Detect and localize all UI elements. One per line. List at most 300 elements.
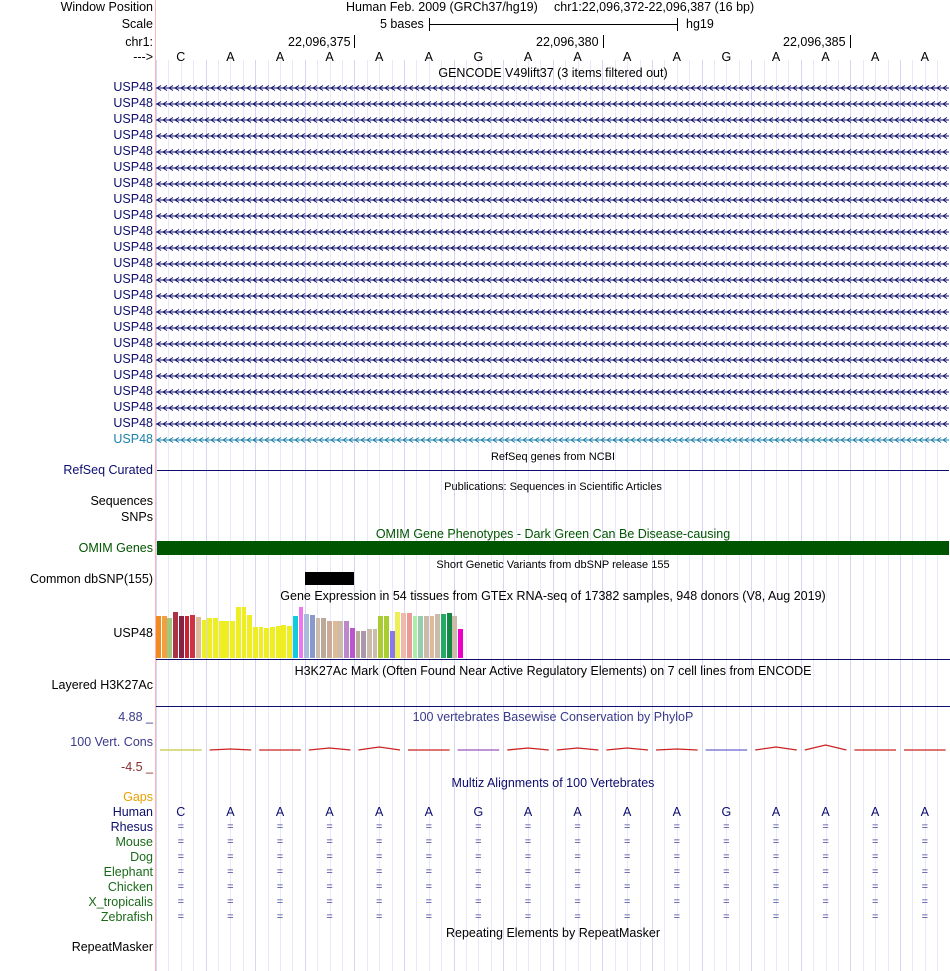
sequence-base: G bbox=[721, 50, 732, 64]
gtex-tissue-bar[interactable] bbox=[452, 616, 457, 658]
gtex-tissue-bar[interactable] bbox=[167, 618, 172, 658]
multiz-human-base: A bbox=[375, 805, 384, 819]
gtex-tissue-bar[interactable] bbox=[173, 612, 178, 658]
gtex-tissue-bar[interactable] bbox=[356, 631, 361, 658]
sequence-base: A bbox=[821, 50, 830, 64]
multiz-match-symbol: = bbox=[871, 896, 879, 908]
multiz-match-symbol: = bbox=[375, 881, 383, 893]
multiz-match-symbol: = bbox=[574, 851, 581, 863]
gencode-transcript-label[interactable]: USP48 bbox=[113, 416, 153, 430]
gtex-tissue-bar[interactable] bbox=[407, 613, 412, 658]
multiz-match-symbol: = bbox=[623, 851, 631, 863]
gtex-tissue-bar[interactable] bbox=[185, 616, 190, 658]
gtex-tissue-bar[interactable] bbox=[316, 618, 321, 658]
gtex-tissue-bar[interactable] bbox=[242, 607, 247, 658]
multiz-human-base: A bbox=[226, 805, 235, 819]
multiz-human-base: A bbox=[275, 805, 285, 819]
scale-label: Scale bbox=[121, 17, 153, 31]
conservation-ymax: 4.88 _ bbox=[118, 710, 153, 724]
gencode-transcript-label[interactable]: USP48 bbox=[113, 160, 153, 174]
multiz-match-symbol: = bbox=[623, 911, 631, 923]
conservation-segment bbox=[507, 748, 549, 750]
multiz-gaps-label: Gaps bbox=[123, 790, 153, 804]
multiz-match-symbol: = bbox=[326, 881, 333, 893]
gtex-tissue-bar[interactable] bbox=[424, 616, 429, 658]
gtex-tissue-bar[interactable] bbox=[179, 616, 184, 658]
multiz-match-symbol: = bbox=[326, 851, 333, 863]
gtex-tissue-bar[interactable] bbox=[236, 607, 241, 658]
scale-bar-right-tick bbox=[677, 18, 678, 31]
gencode-transcript-strand[interactable] bbox=[156, 100, 949, 108]
multiz-human-base: A bbox=[573, 805, 582, 819]
multiz-match-symbol: = bbox=[574, 881, 581, 893]
multiz-match-symbol: = bbox=[475, 881, 482, 893]
gtex-tissue-bar[interactable] bbox=[458, 629, 463, 658]
gtex-tissue-bar[interactable] bbox=[219, 621, 224, 658]
gencode-transcript-strand[interactable] bbox=[156, 180, 949, 188]
multiz-match-symbol: = bbox=[227, 911, 234, 923]
multiz-human-base: G bbox=[721, 805, 732, 819]
multiz-match-symbol: = bbox=[822, 881, 829, 893]
gencode-transcript-label[interactable]: USP48 bbox=[113, 272, 153, 286]
multiz-species-label[interactable]: Chicken bbox=[107, 880, 153, 894]
multiz-match-symbol: = bbox=[524, 866, 532, 878]
multiz-match-symbol: = bbox=[276, 881, 284, 893]
ruler-tick bbox=[603, 35, 604, 48]
multiz-match-symbol: = bbox=[623, 821, 631, 833]
multiz-match-symbol: = bbox=[772, 911, 780, 923]
gtex-tissue-bar[interactable] bbox=[447, 613, 452, 658]
multiz-match-symbol: = bbox=[276, 866, 284, 878]
gencode-transcript-strand[interactable] bbox=[156, 436, 949, 444]
ruler-tick-label: 22,096,380 bbox=[536, 35, 599, 49]
multiz-match-symbol: = bbox=[177, 896, 185, 908]
sequence-base: A bbox=[871, 50, 880, 64]
gencode-transcript-strand[interactable] bbox=[156, 308, 949, 316]
multiz-match-symbol: = bbox=[772, 881, 780, 893]
multiz-match-symbol: = bbox=[673, 851, 681, 863]
refseq-track-label[interactable]: RefSeq Curated bbox=[63, 463, 153, 477]
publications-track-label[interactable]: Sequences bbox=[90, 494, 153, 508]
repeatmasker-track-label[interactable]: RepeatMasker bbox=[71, 940, 153, 954]
sequence-base: A bbox=[226, 50, 235, 64]
multiz-match-symbol: = bbox=[623, 881, 631, 893]
multiz-match-symbol: = bbox=[227, 851, 234, 863]
gtex-track-label[interactable]: USP48 bbox=[113, 626, 153, 640]
multiz-match-symbol: = bbox=[425, 821, 433, 833]
gtex-tissue-bar[interactable] bbox=[344, 621, 349, 658]
multiz-match-symbol: = bbox=[673, 896, 681, 908]
gencode-transcript-strand[interactable] bbox=[156, 228, 949, 236]
gtex-tissue-bar[interactable] bbox=[259, 627, 264, 658]
multiz-match-symbol: = bbox=[871, 851, 879, 863]
gtex-tissue-bar[interactable] bbox=[213, 618, 218, 658]
multiz-human-base: A bbox=[325, 805, 334, 819]
multiz-match-symbol: = bbox=[822, 821, 829, 833]
multiz-match-symbol: = bbox=[524, 896, 532, 908]
multiz-match-symbol: = bbox=[623, 836, 631, 848]
gtex-baseline bbox=[156, 659, 950, 660]
multiz-human-base: C bbox=[176, 805, 186, 819]
multiz-match-symbol: = bbox=[921, 821, 929, 833]
sequence-base: A bbox=[523, 50, 533, 64]
gencode-transcript-label[interactable]: USP48 bbox=[113, 208, 153, 222]
multiz-match-symbol: = bbox=[524, 836, 532, 848]
multiz-match-symbol: = bbox=[822, 836, 829, 848]
multiz-match-symbol: = bbox=[524, 911, 532, 923]
multiz-species-label[interactable]: Dog bbox=[130, 850, 153, 864]
gtex-tissue-bar[interactable] bbox=[367, 629, 372, 658]
multiz-human-base: A bbox=[424, 805, 433, 819]
conservation-track-title[interactable]: 100 vertebrates Basewise Conservation by PhyloP bbox=[412, 710, 694, 724]
scale-bases-text: 5 bases bbox=[380, 17, 424, 31]
sequence-base: A bbox=[325, 50, 334, 64]
multiz-match-symbol: = bbox=[227, 881, 234, 893]
multiz-match-symbol: = bbox=[871, 821, 879, 833]
multiz-match-symbol: = bbox=[177, 881, 185, 893]
strand-label: ---> bbox=[133, 50, 153, 64]
multiz-match-symbol: = bbox=[276, 836, 284, 848]
gtex-tissue-bar[interactable] bbox=[395, 612, 400, 658]
assembly-text: Human Feb. 2009 (GRCh37/hg19) bbox=[346, 0, 538, 14]
gtex-tissue-bar[interactable] bbox=[299, 607, 304, 658]
multiz-match-symbol: = bbox=[475, 836, 482, 848]
gencode-transcript-label[interactable]: USP48 bbox=[113, 400, 153, 414]
gencode-transcript-strand[interactable] bbox=[156, 276, 949, 284]
multiz-species-label[interactable]: Human bbox=[112, 805, 153, 819]
gtex-tissue-bar[interactable] bbox=[224, 621, 229, 658]
multiz-match-symbol: = bbox=[723, 881, 730, 893]
multiz-match-symbol: = bbox=[822, 851, 829, 863]
gencode-transcript-strand[interactable] bbox=[156, 420, 949, 428]
gencode-transcript-strand[interactable] bbox=[156, 116, 949, 124]
sequence-base: A bbox=[920, 50, 929, 64]
dbsnp-track-title[interactable]: Short Genetic Variants from dbSNP release 155 bbox=[436, 559, 670, 571]
multiz-match-symbol: = bbox=[475, 851, 482, 863]
omim-track-label[interactable]: OMIM Genes bbox=[78, 541, 153, 555]
snps-label: SNPs bbox=[121, 510, 153, 524]
multiz-match-symbol: = bbox=[772, 851, 780, 863]
gencode-transcript-strand[interactable] bbox=[156, 340, 949, 348]
gencode-transcript-label[interactable]: USP48 bbox=[113, 384, 153, 398]
multiz-match-symbol: = bbox=[822, 911, 829, 923]
multiz-match-symbol: = bbox=[772, 866, 780, 878]
omim-track-title[interactable]: OMIM Gene Phenotypes - Dark Green Can Be Disease-causing bbox=[375, 527, 731, 541]
multiz-match-symbol: = bbox=[723, 836, 730, 848]
gtex-tissue-bar[interactable] bbox=[327, 621, 332, 658]
multiz-species-label[interactable]: X_tropicalis bbox=[88, 895, 153, 909]
conservation-track-label[interactable]: 100 Vert. Cons bbox=[70, 735, 153, 749]
multiz-match-symbol: = bbox=[177, 851, 185, 863]
gencode-transcript-strand[interactable] bbox=[156, 404, 949, 412]
gencode-transcript-label[interactable]: USP48 bbox=[113, 192, 153, 206]
multiz-human-base: A bbox=[672, 805, 681, 819]
multiz-match-symbol: = bbox=[326, 836, 333, 848]
multiz-species-label[interactable]: Zebrafish bbox=[100, 910, 153, 924]
conservation-ymin: -4.5 _ bbox=[121, 760, 153, 774]
gencode-transcript-strand[interactable] bbox=[156, 260, 949, 268]
sequence-base: A bbox=[672, 50, 681, 64]
gencode-transcript-label[interactable]: USP48 bbox=[113, 240, 153, 254]
conservation-segment bbox=[656, 749, 698, 750]
multiz-match-symbol: = bbox=[524, 821, 532, 833]
multiz-match-symbol: = bbox=[623, 866, 631, 878]
sequence-base: G bbox=[473, 50, 484, 64]
multiz-match-symbol: = bbox=[425, 896, 433, 908]
conservation-segment bbox=[606, 748, 648, 750]
conservation-wiggle[interactable] bbox=[156, 740, 950, 758]
gtex-tissue-bar[interactable] bbox=[350, 628, 355, 658]
gencode-transcript-strand[interactable] bbox=[156, 372, 949, 380]
multiz-match-symbol: = bbox=[921, 851, 929, 863]
repeatmasker-track-title[interactable]: Repeating Elements by RepeatMasker bbox=[445, 926, 660, 940]
scale-db: hg19 bbox=[686, 17, 714, 31]
multiz-match-symbol: = bbox=[177, 866, 185, 878]
conservation-segment bbox=[557, 748, 599, 750]
multiz-match-symbol: = bbox=[623, 896, 631, 908]
multiz-match-symbol: = bbox=[921, 881, 929, 893]
scale-bar bbox=[429, 24, 677, 25]
multiz-match-symbol: = bbox=[723, 821, 730, 833]
multiz-match-symbol: = bbox=[326, 911, 333, 923]
sequence-base: A bbox=[375, 50, 384, 64]
multiz-match-symbol: = bbox=[425, 881, 433, 893]
multiz-match-symbol: = bbox=[921, 866, 929, 878]
multiz-match-symbol: = bbox=[921, 836, 929, 848]
multiz-species-label[interactable]: Elephant bbox=[103, 865, 153, 879]
ruler-tick bbox=[850, 35, 851, 48]
gtex-tissue-bar[interactable] bbox=[281, 625, 286, 658]
gtex-tissue-bar[interactable] bbox=[390, 631, 395, 658]
multiz-match-symbol: = bbox=[227, 821, 234, 833]
gencode-transcript-strand[interactable] bbox=[156, 148, 949, 156]
multiz-match-symbol: = bbox=[425, 911, 433, 923]
multiz-match-symbol: = bbox=[673, 836, 681, 848]
multiz-match-symbol: = bbox=[723, 866, 730, 878]
multiz-match-symbol: = bbox=[723, 911, 730, 923]
gencode-transcript-label[interactable]: USP48 bbox=[113, 144, 153, 158]
gtex-tissue-bar[interactable] bbox=[418, 616, 423, 658]
gencode-transcript-label[interactable]: USP48 bbox=[113, 96, 153, 110]
multiz-match-symbol: = bbox=[921, 911, 929, 923]
multiz-match-symbol: = bbox=[177, 836, 185, 848]
gtex-tissue-bar[interactable] bbox=[293, 616, 298, 658]
multiz-human-base: A bbox=[771, 805, 781, 819]
multiz-match-symbol: = bbox=[524, 851, 532, 863]
gencode-transcript-strand[interactable] bbox=[156, 356, 949, 364]
multiz-match-symbol: = bbox=[673, 881, 681, 893]
multiz-species-label[interactable]: Rhesus bbox=[110, 820, 153, 834]
multiz-match-symbol: = bbox=[921, 896, 929, 908]
omim-gene-bar[interactable] bbox=[157, 541, 949, 555]
multiz-human-base: A bbox=[821, 805, 830, 819]
gtex-tissue-bar[interactable] bbox=[435, 614, 440, 658]
multiz-match-symbol: = bbox=[326, 866, 333, 878]
refseq-gene-line[interactable] bbox=[157, 470, 949, 471]
gtex-tissue-bar[interactable] bbox=[230, 621, 235, 658]
multiz-match-symbol: = bbox=[574, 911, 581, 923]
window-position-label: Window Position bbox=[60, 0, 153, 14]
gencode-transcript-label[interactable]: USP48 bbox=[113, 368, 153, 382]
dbsnp-variant-block[interactable] bbox=[305, 572, 354, 585]
sequence-base: C bbox=[176, 50, 186, 64]
gencode-track-title[interactable]: GENCODE V49lift37 (3 items filtered out) bbox=[438, 66, 668, 80]
conservation-segment bbox=[755, 747, 797, 750]
gencode-transcript-label[interactable]: USP48 bbox=[113, 352, 153, 366]
multiz-match-symbol: = bbox=[227, 866, 234, 878]
multiz-match-symbol: = bbox=[822, 896, 829, 908]
gtex-tissue-bar[interactable] bbox=[310, 615, 315, 658]
multiz-match-symbol: = bbox=[475, 821, 482, 833]
sequence-base: A bbox=[623, 50, 632, 64]
gencode-transcript-strand[interactable] bbox=[156, 292, 949, 300]
gtex-tissue-bar[interactable] bbox=[270, 627, 275, 658]
gtex-tissue-bar[interactable] bbox=[430, 616, 435, 658]
gtex-tissue-bar[interactable] bbox=[196, 617, 201, 658]
gencode-transcript-strand[interactable] bbox=[156, 84, 949, 92]
gtex-tissue-bar[interactable] bbox=[264, 628, 269, 658]
multiz-human-base: A bbox=[871, 805, 880, 819]
multiz-match-symbol: = bbox=[177, 821, 185, 833]
gtex-tissue-bar[interactable] bbox=[304, 614, 309, 658]
gencode-transcript-strand[interactable] bbox=[156, 164, 949, 172]
h3k27ac-baseline bbox=[156, 706, 950, 707]
conservation-segment bbox=[358, 747, 400, 750]
ruler-tick-label: 22,096,375 bbox=[288, 35, 351, 49]
gencode-transcript-label[interactable]: USP48 bbox=[113, 288, 153, 302]
gencode-transcript-strand[interactable] bbox=[156, 388, 949, 396]
conservation-segment bbox=[309, 748, 351, 750]
position-coords[interactable]: chr1:22,096,372-22,096,387 (16 bp) bbox=[554, 0, 755, 14]
gencode-transcript-label[interactable]: USP48 bbox=[113, 128, 153, 142]
multiz-match-symbol: = bbox=[375, 866, 383, 878]
gtex-tissue-bar[interactable] bbox=[162, 616, 167, 658]
multiz-match-symbol: = bbox=[227, 896, 234, 908]
multiz-match-symbol: = bbox=[524, 881, 532, 893]
gencode-transcript-label[interactable]: USP48 bbox=[113, 80, 153, 94]
multiz-match-symbol: = bbox=[326, 896, 333, 908]
multiz-match-symbol: = bbox=[574, 821, 581, 833]
sequence-base: A bbox=[573, 50, 582, 64]
gencode-transcript-label[interactable]: USP48 bbox=[113, 112, 153, 126]
h3k27ac-track-title[interactable]: H3K27Ac Mark (Often Found Near Active Regulatory Elements) on 7 cell lines from ENCODE bbox=[294, 664, 812, 678]
gtex-tissue-bar[interactable] bbox=[361, 631, 366, 658]
h3k27ac-track-label[interactable]: Layered H3K27Ac bbox=[51, 678, 153, 692]
multiz-match-symbol: = bbox=[723, 851, 730, 863]
gtex-tissue-bar[interactable] bbox=[384, 616, 389, 658]
sequence-base: A bbox=[424, 50, 433, 64]
gtex-tissue-bar[interactable] bbox=[338, 621, 343, 658]
multiz-match-symbol: = bbox=[871, 911, 879, 923]
gencode-transcript-label[interactable]: USP48 bbox=[113, 256, 153, 270]
gencode-transcript-strand[interactable] bbox=[156, 244, 949, 252]
gencode-transcript-strand[interactable] bbox=[156, 324, 949, 332]
dbsnp-track-label[interactable]: Common dbSNP(155) bbox=[30, 572, 153, 586]
gencode-transcript-label[interactable]: USP48 bbox=[113, 336, 153, 350]
multiz-match-symbol: = bbox=[227, 836, 234, 848]
scale-bar-left-tick bbox=[429, 18, 430, 31]
gtex-tissue-bar[interactable] bbox=[253, 627, 258, 658]
gtex-tissue-bar[interactable] bbox=[156, 616, 161, 658]
multiz-match-symbol: = bbox=[276, 851, 284, 863]
multiz-match-symbol: = bbox=[375, 911, 383, 923]
sequence-base: A bbox=[275, 50, 285, 64]
multiz-human-base: A bbox=[920, 805, 929, 819]
gencode-transcript-strand[interactable] bbox=[156, 196, 949, 204]
gtex-tissue-bar[interactable] bbox=[207, 618, 212, 658]
gtex-track-title[interactable]: Gene Expression in 54 tissues from GTEx RNA-seq of 17382 samples, 948 donors (V8, Aug 2019) bbox=[280, 589, 826, 603]
multiz-match-symbol: = bbox=[475, 866, 482, 878]
gencode-transcript-label[interactable]: USP48 bbox=[113, 224, 153, 238]
multiz-match-symbol: = bbox=[375, 896, 383, 908]
multiz-match-symbol: = bbox=[276, 911, 284, 923]
multiz-match-symbol: = bbox=[871, 866, 879, 878]
multiz-match-symbol: = bbox=[475, 911, 482, 923]
gencode-transcript-strand[interactable] bbox=[156, 212, 949, 220]
gtex-tissue-bar[interactable] bbox=[401, 613, 406, 658]
gtex-tissue-bar[interactable] bbox=[441, 614, 446, 658]
gencode-transcript-label[interactable]: USP48 bbox=[113, 176, 153, 190]
multiz-human-base: G bbox=[473, 805, 484, 819]
multiz-match-symbol: = bbox=[574, 836, 581, 848]
multiz-match-symbol: = bbox=[871, 836, 879, 848]
multiz-match-symbol: = bbox=[673, 911, 681, 923]
multiz-species-label[interactable]: Mouse bbox=[115, 835, 153, 849]
multiz-match-symbol: = bbox=[475, 896, 482, 908]
multiz-match-symbol: = bbox=[772, 821, 780, 833]
multiz-match-symbol: = bbox=[375, 836, 383, 848]
gencode-transcript-label[interactable]: USP48 bbox=[113, 320, 153, 334]
multiz-match-symbol: = bbox=[276, 821, 284, 833]
gtex-tissue-bar[interactable] bbox=[276, 626, 281, 658]
multiz-match-symbol: = bbox=[375, 851, 383, 863]
gtex-tissue-bar[interactable] bbox=[247, 615, 252, 658]
ruler-tick-label: 22,096,385 bbox=[783, 35, 846, 49]
multiz-match-symbol: = bbox=[425, 851, 433, 863]
gencode-transcript-strand[interactable] bbox=[156, 132, 949, 140]
multiz-match-symbol: = bbox=[375, 821, 383, 833]
multiz-match-symbol: = bbox=[425, 866, 433, 878]
gtex-tissue-bar[interactable] bbox=[378, 616, 383, 658]
gtex-tissue-bar[interactable] bbox=[202, 620, 207, 658]
multiz-match-symbol: = bbox=[822, 866, 829, 878]
gencode-transcript-label[interactable]: USP48 bbox=[113, 304, 153, 318]
multiz-match-symbol: = bbox=[871, 881, 879, 893]
gtex-tissue-bar[interactable] bbox=[373, 629, 378, 658]
multiz-match-symbol: = bbox=[673, 821, 681, 833]
gtex-tissue-bar[interactable] bbox=[287, 626, 292, 658]
multiz-match-symbol: = bbox=[772, 836, 780, 848]
multiz-match-symbol: = bbox=[574, 866, 581, 878]
gtex-tissue-bar[interactable] bbox=[190, 615, 195, 658]
multiz-human-base: A bbox=[623, 805, 632, 819]
conservation-segment bbox=[805, 745, 847, 750]
multiz-match-symbol: = bbox=[574, 896, 581, 908]
multiz-match-symbol: = bbox=[673, 866, 681, 878]
gtex-tissue-bar[interactable] bbox=[321, 618, 326, 658]
gtex-tissue-bar[interactable] bbox=[333, 621, 338, 658]
multiz-track-title[interactable]: Multiz Alignments of 100 Vertebrates bbox=[451, 776, 655, 790]
multiz-human-base: A bbox=[523, 805, 533, 819]
multiz-match-symbol: = bbox=[177, 911, 185, 923]
gencode-transcript-label[interactable]: USP48 bbox=[113, 432, 153, 446]
sequence-base: A bbox=[771, 50, 781, 64]
refseq-track-title[interactable]: RefSeq genes from NCBI bbox=[490, 451, 616, 463]
gtex-tissue-bar[interactable] bbox=[413, 616, 418, 658]
multiz-match-symbol: = bbox=[425, 836, 433, 848]
publications-track-title[interactable]: Publications: Sequences in Scientific Articles bbox=[444, 481, 662, 493]
multiz-match-symbol: = bbox=[326, 821, 333, 833]
